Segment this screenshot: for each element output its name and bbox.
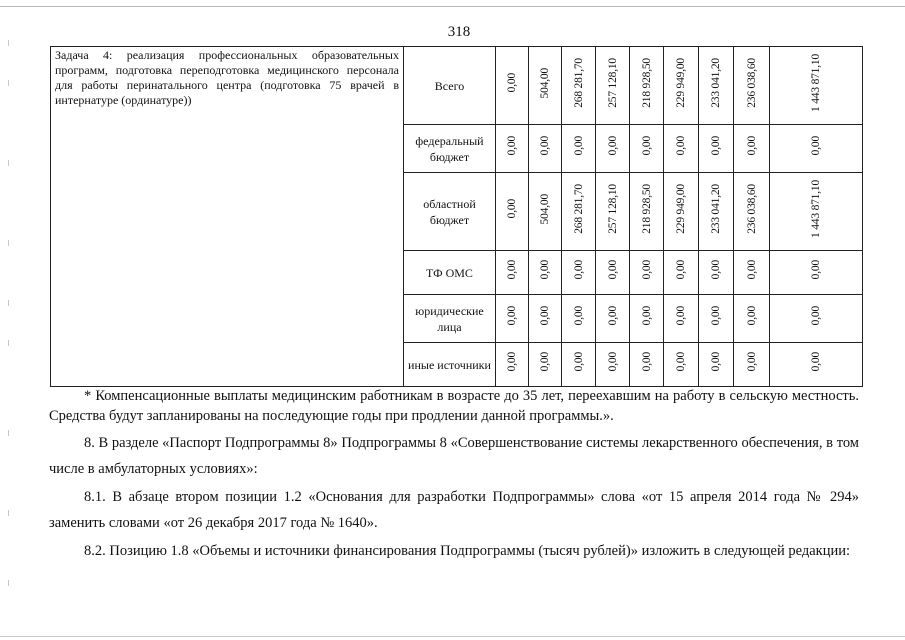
value-cell: 218 928,50 xyxy=(640,184,653,234)
value-cell: 0,00 xyxy=(506,260,518,280)
value-cell: 0,00 xyxy=(606,352,619,372)
page-number: 318 xyxy=(447,24,471,40)
value-cell: 0,00 xyxy=(810,306,822,326)
value-cell: 0,00 xyxy=(675,260,687,280)
value-cell: 0,00 xyxy=(710,306,722,326)
value-cell: 233 041,20 xyxy=(710,58,722,108)
value-cell: 0,00 xyxy=(506,306,518,326)
value-cell: 0,00 xyxy=(572,136,585,156)
value-cell: 0,00 xyxy=(572,306,585,326)
value-cell: 0,00 xyxy=(640,352,653,372)
value-cell: 0,00 xyxy=(506,73,518,93)
value-cell: 1 443 871,10 xyxy=(810,54,822,112)
paragraph-8: 8. В разделе «Паспорт Подпрограммы 8» Подпрограммы 8 «Совершенствование системы лекарственного обеспечения, в том числе в амбулаторных условиях»: xyxy=(49,435,859,477)
value-cell: 268 281,70 xyxy=(572,58,585,108)
value-cell: 0,00 xyxy=(606,136,619,156)
value-cell: 0,00 xyxy=(675,136,687,156)
source-label-regional: областной бюджет xyxy=(423,196,476,227)
source-label-federal: федеральный бюджет xyxy=(415,133,484,164)
value-cell: 0,00 xyxy=(745,136,758,156)
source-label-other-sources: иные источники xyxy=(408,357,491,372)
value-cell: 0,00 xyxy=(506,136,518,156)
value-cell: 0,00 xyxy=(506,352,518,372)
value-cell: 268 281,70 xyxy=(572,184,585,234)
value-cell: 0,00 xyxy=(710,352,722,372)
table-row-total xyxy=(51,47,863,125)
value-cell: 229 949,00 xyxy=(675,58,687,108)
value-cell: 0,00 xyxy=(572,260,585,280)
value-cell: 0,00 xyxy=(675,306,687,326)
value-cell: 218 928,50 xyxy=(640,58,653,108)
value-cell: 504,00 xyxy=(539,67,551,99)
value-cell: 1 443 871,10 xyxy=(810,180,822,238)
value-cell: 0,00 xyxy=(675,352,687,372)
table-footnote: * Компенсационные выплаты медицинским работникам в возрасте до 35 лет, переехавшим на работу в сельскую местность. Средства будут запланированы на последующие годы при продлении данной программы.». xyxy=(49,388,859,424)
value-cell: 0,00 xyxy=(710,260,722,280)
value-cell: 257 128,10 xyxy=(606,184,619,234)
value-cell: 0,00 xyxy=(640,260,653,280)
source-label-legal-entities: юридические лица xyxy=(415,303,484,334)
value-cell: 236 038,60 xyxy=(745,58,758,108)
value-cell: 0,00 xyxy=(572,352,585,372)
paragraph-8-1: 8.1. В абзаце втором позиции 1.2 «Основания для разработки Подпрограммы» слова «от 15 апреля 2014 года № 294» заменить словами «от 26 декабря 2017 года № 1640». xyxy=(49,489,859,531)
value-cell: 0,00 xyxy=(810,136,822,156)
value-cell: 0,00 xyxy=(539,352,551,372)
value-cell: 0,00 xyxy=(745,260,758,280)
value-cell: 0,00 xyxy=(606,306,619,326)
value-cell: 233 041,20 xyxy=(710,184,722,234)
value-cell: 236 038,60 xyxy=(745,184,758,234)
value-cell: 0,00 xyxy=(640,136,653,156)
value-cell: 0,00 xyxy=(606,260,619,280)
top-scan-border xyxy=(0,6,905,7)
value-cell: 0,00 xyxy=(640,306,653,326)
left-margin-marks xyxy=(8,40,9,640)
value-cell: 0,00 xyxy=(710,136,722,156)
value-cell: 0,00 xyxy=(810,352,822,372)
financing-table xyxy=(50,46,863,387)
value-cell: 0,00 xyxy=(506,199,518,219)
value-cell: 0,00 xyxy=(539,136,551,156)
value-cell: 504,00 xyxy=(539,193,551,225)
value-cell: 229 949,00 xyxy=(675,184,687,234)
source-label-tfoms: ТФ ОМС xyxy=(426,265,473,280)
task-4-description: Задача 4: реализация профессиональных образовательных программ, подготовка переподготовка медицинского персонала для работы перинатального центра (подготовка 75 врачей в интернатуре (ординатуре)) xyxy=(51,47,404,387)
bottom-scan-border xyxy=(0,636,905,637)
value-cell: 0,00 xyxy=(539,260,551,280)
value-cell: 0,00 xyxy=(745,352,758,372)
paragraph-8-2: 8.2. Позицию 1.8 «Объемы и источники финансирования Подпрограммы (тысяч рублей)» изложить в следующей редакции: xyxy=(84,543,851,559)
value-cell: 0,00 xyxy=(810,260,822,280)
source-label-total: Всего xyxy=(434,78,465,93)
value-cell: 257 128,10 xyxy=(606,58,619,108)
value-cell: 0,00 xyxy=(745,306,758,326)
value-cell: 0,00 xyxy=(539,306,551,326)
